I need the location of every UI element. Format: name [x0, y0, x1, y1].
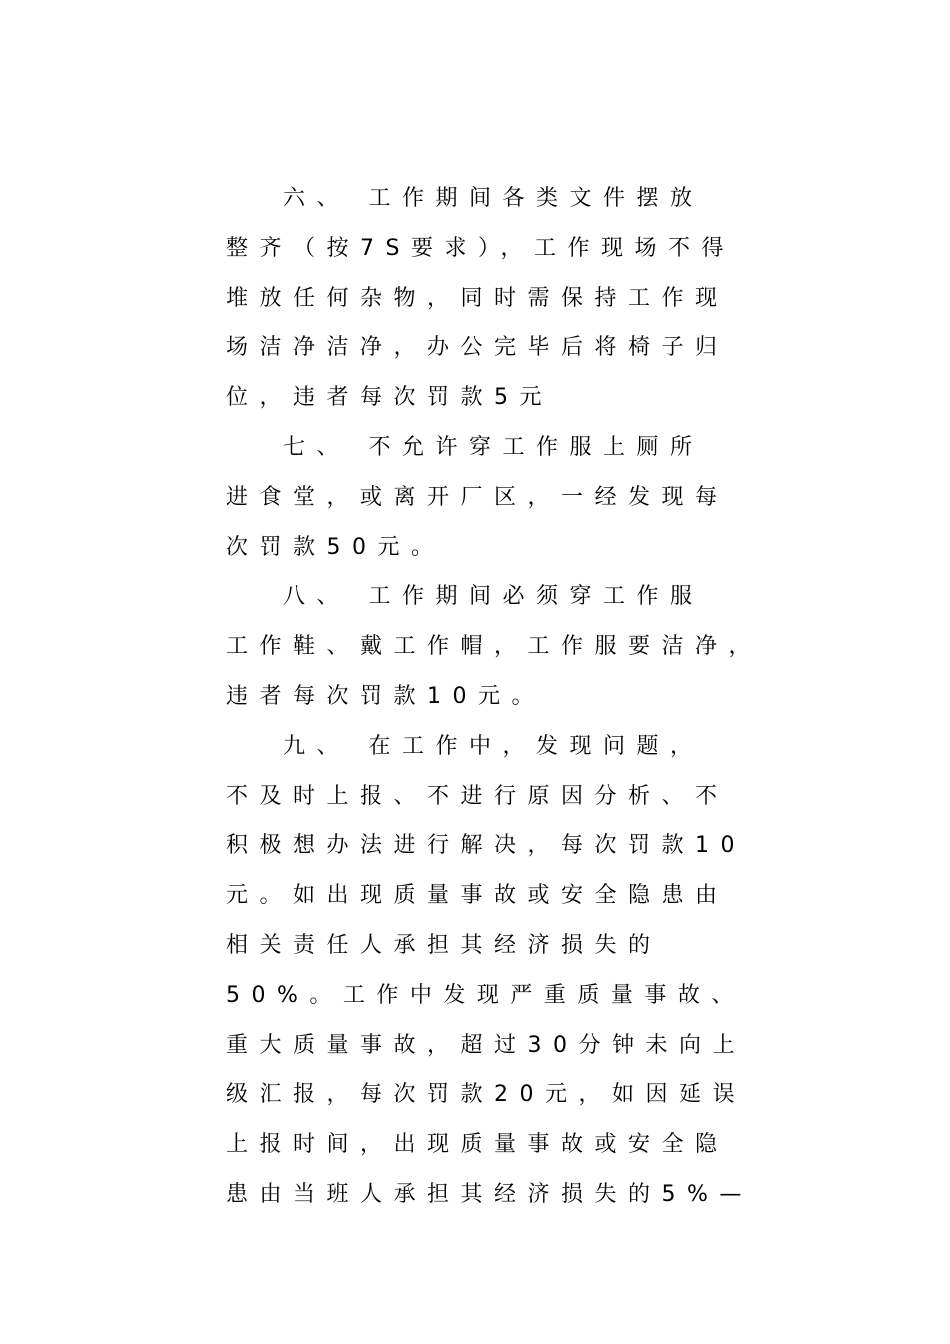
paragraph-9-line-7: 重大质量事故，超过30分钟未向上	[226, 1032, 746, 1058]
paragraph-6-line-2: 整齐（按7S要求），工作现场不得	[226, 235, 735, 261]
paragraph-9-line-4: 元。如出现质量事故或安全隐患由	[226, 883, 729, 909]
paragraph-7-line-2: 进食堂，或离开厂区，一经发现每	[226, 484, 729, 510]
paragraph-7-line-3: 次罚款50元。	[226, 534, 445, 560]
paragraph-7-line-1: 七、 不允许穿工作服上厕所	[283, 434, 704, 460]
paragraph-6-line-1: 六、 工作期间各类文件摆放	[283, 186, 704, 211]
regulation-text	[226, 174, 826, 1220]
paragraph-9-line-10: 患由当班人承担其经济损失的5%—	[226, 1181, 753, 1207]
paragraph-9-line-6: 50%。工作中发现严重质量事故、	[226, 982, 745, 1008]
paragraph-8-line-1: 八、 工作期间必须穿工作服	[283, 584, 704, 610]
paragraph-9-line-9: 上报时间，出现质量事故或安全隐	[226, 1132, 729, 1158]
paragraph-9-line-8: 级汇报，每次罚款20元，如因延误	[226, 1082, 746, 1108]
paragraph-8-line-2: 工作鞋、戴工作帽，工作服要洁净，	[226, 634, 763, 660]
paragraph-6-line-4: 场洁净洁净，办公完毕后将椅子归	[226, 335, 729, 361]
paragraph-6-line-3: 堆放任何杂物，同时需保持工作现	[226, 285, 729, 311]
paragraph-9-line-3: 积极想办法进行解决，每次罚款10	[226, 833, 746, 859]
paragraph-9-line-2: 不及时上报、不进行原因分析、不	[226, 783, 729, 809]
paragraph-8-line-3: 违者每次罚款10元。	[226, 683, 545, 709]
paragraph-9-line-5: 相关责任人承担其经济损失的	[226, 932, 662, 958]
paragraph-6-line-5: 位，违者每次罚款5元	[226, 385, 553, 411]
paragraph-9-line-1: 九、 在工作中，发现问题，	[283, 733, 704, 759]
